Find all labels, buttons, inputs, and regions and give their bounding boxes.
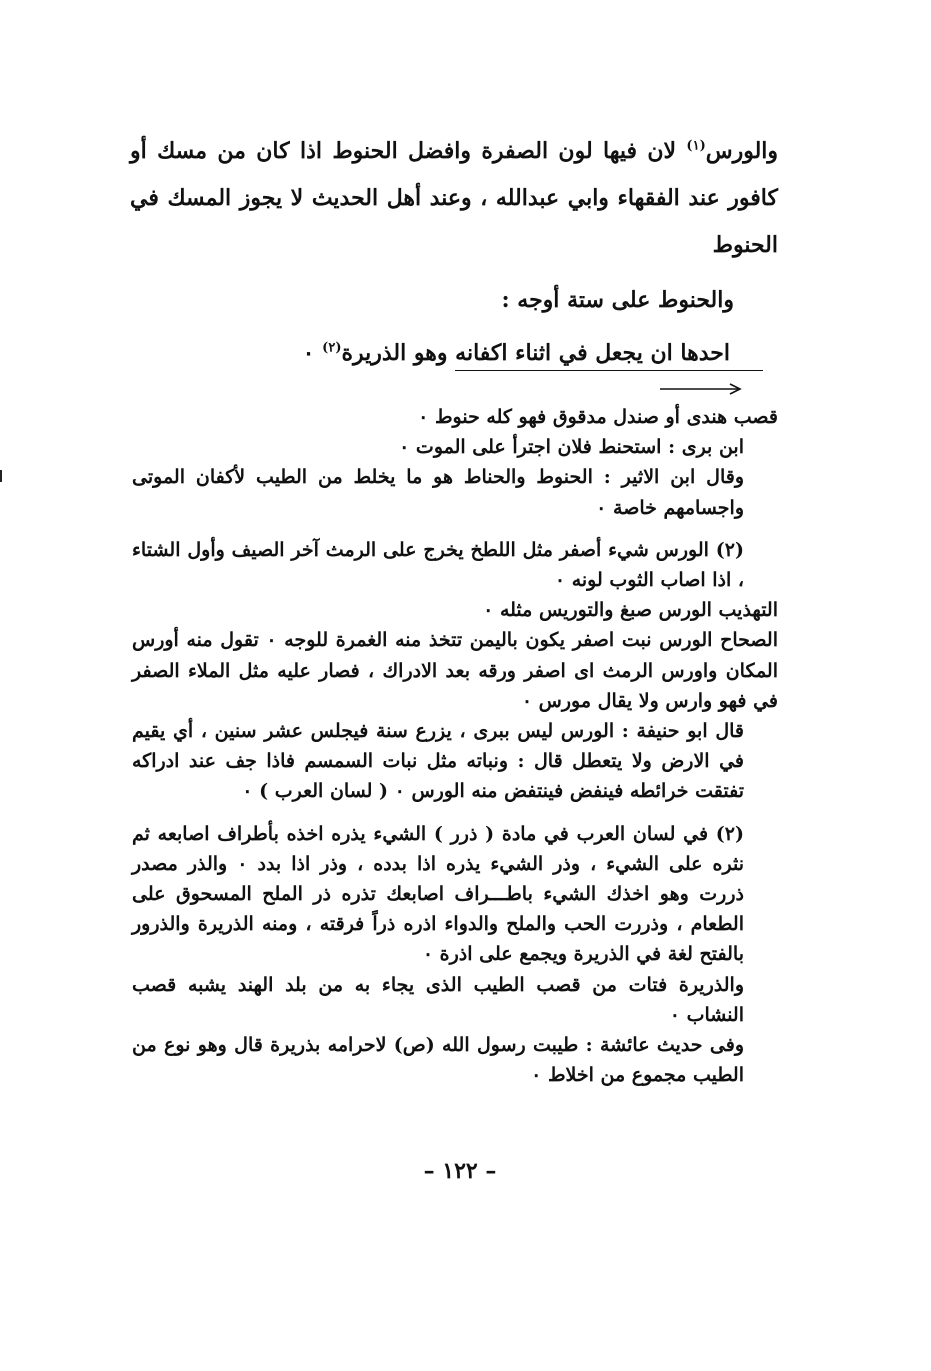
main-paragraph-1-rest: لان فيها لون الصفرة وافضل الحنوط اذا كان من مسك أو كافور عند الفقهاء وابي عبدالله ، وعند أهل الحديث لا يجوز المسك في الحنوط <box>130 138 778 258</box>
footnote-2-para-2: التهذيب الورس صبغ والتوريس مثله ٠ <box>483 599 778 622</box>
footnote-3-para-2: والذريرة فتات من قصب الطيب الذى يجاء به من بلد الهند يشبه قصب النشاب ٠ <box>132 973 744 1026</box>
footnote-3-para-3: وفى حديث عائشة : طيبت رسول الله (ص) لاحرامه بذريرة قال وهو نوع من الطيب مجموع من اخلاط ٠ <box>132 1034 744 1087</box>
continuation-arrow-icon <box>660 382 742 396</box>
footnote-2 <box>132 535 778 807</box>
page-number: – ١٢٢ – <box>423 1158 497 1184</box>
footnotes <box>132 402 778 1090</box>
footnote-1-line-2: ابن برى : استحنط فلان اجترأ على الموت ٠ <box>399 436 744 459</box>
footnote-2-para-3: الصحاح الورس نبت اصفر يكون باليمن تتخذ منه الغمرة للوجه ٠ تقول منه أورس المكان واورس الرمث اى اصفر ورقه بعد الادراك ، فصار عليه مثل الملاء الصفر في فهو وارس ولا يقال مورس ٠ <box>132 629 778 712</box>
scan-edge-mark <box>0 470 2 482</box>
main-paragraph-1-start: والورس <box>705 138 779 164</box>
main-text <box>130 128 778 377</box>
footnote-ref-2: (٢) <box>322 340 342 356</box>
main-paragraph-3-start: احدها ان يجعل في اثناء اكفانه وهو الذريرة <box>341 340 730 366</box>
footnote-1-line-1: قصب هندى أو صندل مدقوق فهو كله حنوط ٠ <box>418 406 778 428</box>
main-paragraph-2: والحنوط على ستة أوجه : <box>501 287 734 313</box>
footnote-3 <box>132 819 778 1091</box>
footnote-ref-1: (١) <box>686 138 706 154</box>
main-paragraph-1 <box>130 128 778 269</box>
footnote-separator-line <box>455 370 763 371</box>
footnote-2-para-4: قال ابو حنيفة : الورس ليس ببرى ، يزرع سنة فيجلس عشر سنين ، أي يقيم في الارض ولا يتعطل قال : ونباته مثل نبات السمسم فاذا جف عند ادراكه تفتقت خرائطه فينفض فينتفض منه الورس ٠ ( لسان العرب ) ٠ <box>132 720 744 803</box>
footnote-1-line-3: وقال ابن الاثير : الحنوط والحناط هو ما يخلط من الطيب لأكفان الموتى واجسامهم خاصة ٠ <box>132 466 744 519</box>
footnote-2-para-1: (٢) الورس شيء أصفر مثل اللطخ يخرج على الرمث آخر الصيف وأول الشتاء ، اذا اصاب الثوب لونه ٠ <box>132 538 744 592</box>
main-paragraph-3-end: ٠ <box>302 340 323 366</box>
footnote-3-para-1: (٢) في لسان العرب في مادة ( ذرر ) الشيء يذره اخذه بأطراف اصابعه ثم نثره على الشيء ، وذر الشيء يذره اذا بدده ، وذر اذا بدد ٠ والذر مصدر ذررت وهو اخذك الشيء باطـــراف اصابعك تذره ذر الملح المسحوق على الطعام ، وذررت الحب والملح والدواء اذره ذراً فرقته ، ومنه الذريرة والذرور بالفتح لغة في الذريرة ويجمع على اذرة ٠ <box>132 822 744 966</box>
